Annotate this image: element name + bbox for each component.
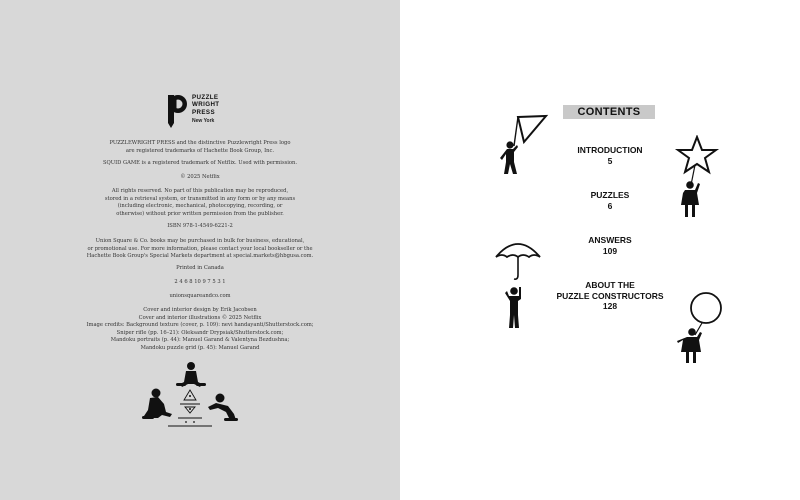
text-line: PUZZLEWRIGHT PRESS and the distinctive Puzzlewright Press logo xyxy=(109,140,291,146)
bulk-sales-notice xyxy=(80,238,320,261)
toc-page-number: 5 xyxy=(607,155,613,166)
text-line: are registered trademarks of Hachette Book Group, Inc. xyxy=(125,147,275,154)
printing-line xyxy=(80,279,320,287)
child-with-triangle-kite-icon xyxy=(498,112,550,182)
text-line: Union Square & Co. books may be purchased in bulk for business, educational, xyxy=(95,238,305,244)
text-line: Hachette Book Group's Special Markets department at special.markets@hbgusa.com. xyxy=(86,253,314,260)
text-line: 2 4 6 8 10 9 7 5 3 1 xyxy=(174,279,226,285)
toc-label: PUZZLES xyxy=(590,190,630,200)
toc-page-number: 6 xyxy=(607,200,613,211)
text-line: Printed in Canada xyxy=(176,265,224,271)
logo-line: PUZZLE xyxy=(192,94,219,101)
child-with-star-balloon-icon xyxy=(672,135,722,223)
rights-notice xyxy=(80,188,320,218)
text-line: SQUID GAME is a registered trademark of Netflix. Used with permission. xyxy=(102,160,298,166)
toc-entry-answers[interactable] xyxy=(530,235,690,256)
toc-entry-puzzles[interactable] xyxy=(530,190,690,211)
website xyxy=(80,293,320,301)
text-line: Cover and interior illustrations © 2025 Netflix xyxy=(138,314,262,321)
text-line: Mandoku portraits (p. 44): Manuel Garand & Valentyna Bezdushna; xyxy=(110,337,290,344)
child-with-umbrella-icon xyxy=(492,235,544,330)
toc-label: ABOUT THE xyxy=(585,280,635,290)
text-line: or promotional use. For more information, please contact your local bookseller or the xyxy=(87,245,313,252)
children-playing-game-illustration xyxy=(138,360,248,435)
toc-label: ANSWERS xyxy=(588,235,632,245)
text-line: (including electronic, mechanical, photocopying, recording, or xyxy=(117,203,283,210)
toc-entry-introduction[interactable] xyxy=(530,145,690,166)
text-line: Cover and interior design by Erik Jacobsen xyxy=(143,307,257,313)
toc-entry-about-constructors[interactable] xyxy=(530,280,690,312)
toc-page-number: 128 xyxy=(602,301,618,311)
text-line: All rights reserved. No part of this publication may be reproduced, xyxy=(111,188,289,194)
printed-in xyxy=(80,265,320,273)
text-line: Mandoku puzzle grid (p. 45): Manuel Garand xyxy=(140,344,260,351)
credits xyxy=(80,307,320,353)
puzzle-piece-logo-icon xyxy=(166,94,190,128)
text-line: Sniper rifle (pp. 16–21): Oleksandr Drypsiak/Shutterstock.com; xyxy=(116,329,284,336)
toc-label: PUZZLE CONSTRUCTORS xyxy=(556,290,664,301)
squid-notice xyxy=(80,160,320,168)
child-with-balloon-icon xyxy=(676,290,726,365)
text-line: © 2025 Netflix xyxy=(180,174,220,180)
text-line: ISBN 978-1-4549-6221-2 xyxy=(167,223,233,229)
publisher-logo xyxy=(166,94,226,130)
isbn xyxy=(80,223,320,231)
logo-line: WRIGHT xyxy=(192,101,220,109)
toc-page-number: 109 xyxy=(602,245,618,256)
logo-line: PRESS xyxy=(192,108,215,116)
logo-wordmark xyxy=(192,94,220,116)
contents-heading: CONTENTS xyxy=(563,105,655,119)
logo-city: New York xyxy=(192,118,215,124)
copyright-year xyxy=(80,174,320,182)
text-line: Image credits: Background texture (cover, p. 109): nevi handayanti/Shutterstock.com; xyxy=(86,322,314,329)
trademark-notice xyxy=(80,140,320,155)
text-line: unionsquareandco.com xyxy=(169,293,231,299)
toc-label: INTRODUCTION xyxy=(577,145,643,155)
text-line: stored in a retrieval system, or transmitted in any form or by any means xyxy=(104,195,296,202)
text-line: otherwise) without prior written permission from the publisher. xyxy=(116,210,284,217)
